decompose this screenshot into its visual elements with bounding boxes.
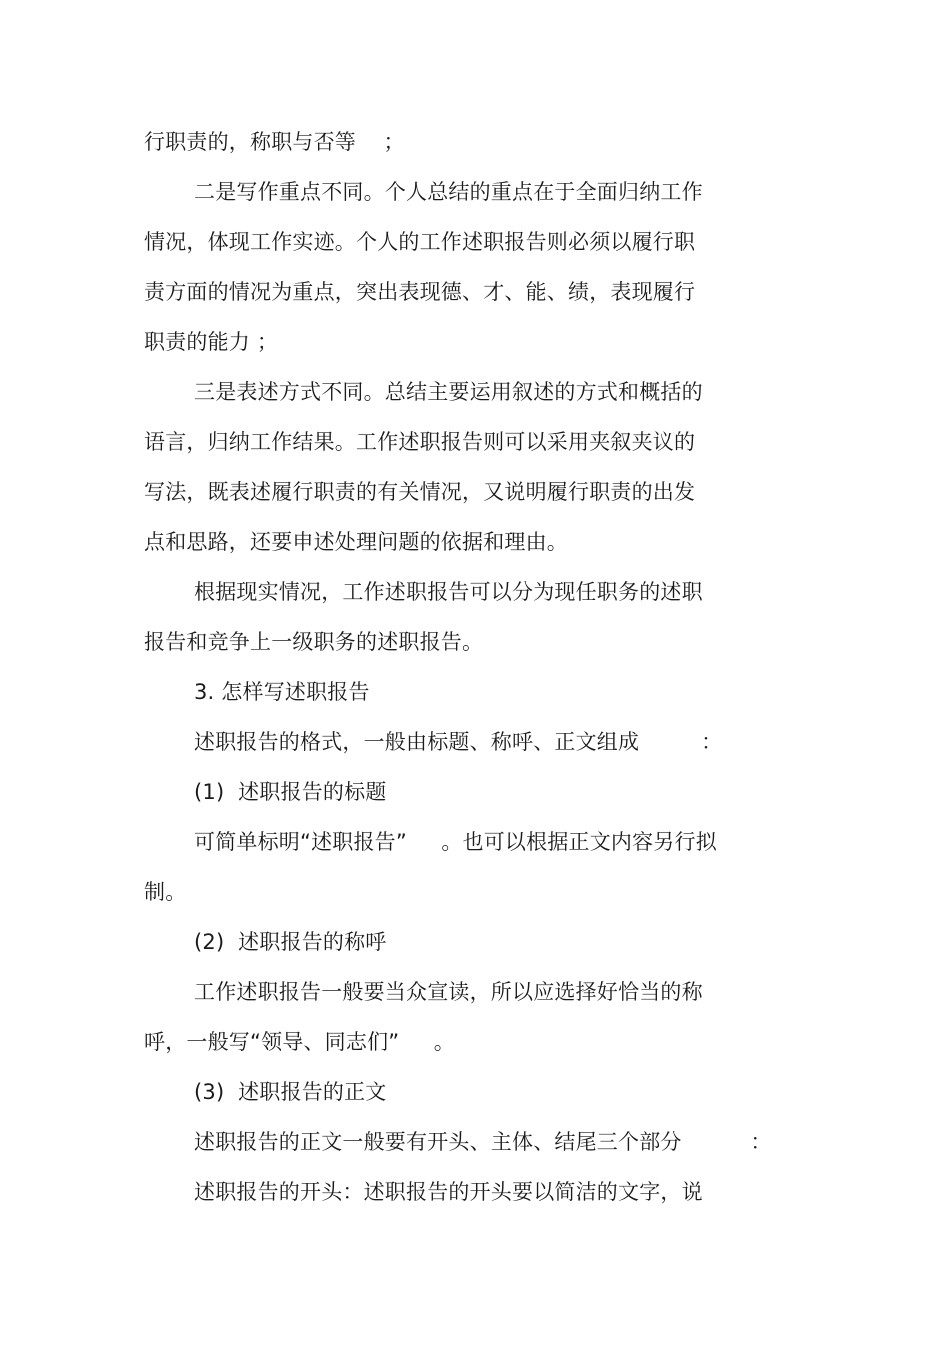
paragraph-first-line: 述职报告的格式，一般由标题、称呼、正文组成 ： [194, 730, 723, 754]
text-line: 责方面的情况为重点，突出表现德、才、能、绩，表现履行 [144, 280, 696, 304]
paragraph-first-line: 二是写作重点不同。个人总结的重点在于全面归纳工作 [194, 180, 703, 204]
paragraph-first-line: 三是表述方式不同。总结主要运用叙述的方式和概括的 [194, 380, 703, 404]
text-line: 语言，归纳工作结果。工作述职报告则可以采用夹叙夹议的 [144, 430, 696, 454]
subsection-heading: (2) 述职报告的称呼 [194, 930, 387, 954]
text-line: 报告和竞争上一级职务的述职报告。 [144, 630, 484, 654]
subsection-heading: (3) 述职报告的正文 [194, 1080, 387, 1104]
text-line: 行职责的，称职与否等 ； [144, 130, 405, 154]
text-line: 点和思路，还要申述处理问题的依据和理由。 [144, 530, 568, 554]
paragraph-first-line: 工作述职报告一般要当众宣读，所以应选择好恰当的称 [194, 980, 703, 1004]
paragraph-first-line: 可简单标明“述职报告” 。也可以根据正文内容另行拟 [194, 830, 717, 854]
text-line: 制。 [144, 880, 187, 904]
subsection-heading: (1) 述职报告的标题 [194, 780, 387, 804]
paragraph-first-line: 述职报告的正文一般要有开头、主体、结尾三个部分 ： [194, 1130, 772, 1154]
text-line: 写法，既表述履行职责的有关情况，又说明履行职责的出发 [144, 480, 696, 504]
text-line: 职责的能力 ； [144, 330, 279, 354]
section-heading: 3. 怎样写述职报告 [194, 680, 370, 704]
text-line: 呼，一般写“领导、同志们” 。 [144, 1030, 455, 1054]
paragraph-first-line: 根据现实情况，工作述职报告可以分为现任职务的述职 [194, 580, 703, 604]
paragraph-first-line: 述职报告的开头：述职报告的开头要以简洁的文字，说 [194, 1180, 703, 1204]
text-line: 情况，体现工作实迹。个人的工作述职报告则必须以履行职 [144, 230, 696, 254]
